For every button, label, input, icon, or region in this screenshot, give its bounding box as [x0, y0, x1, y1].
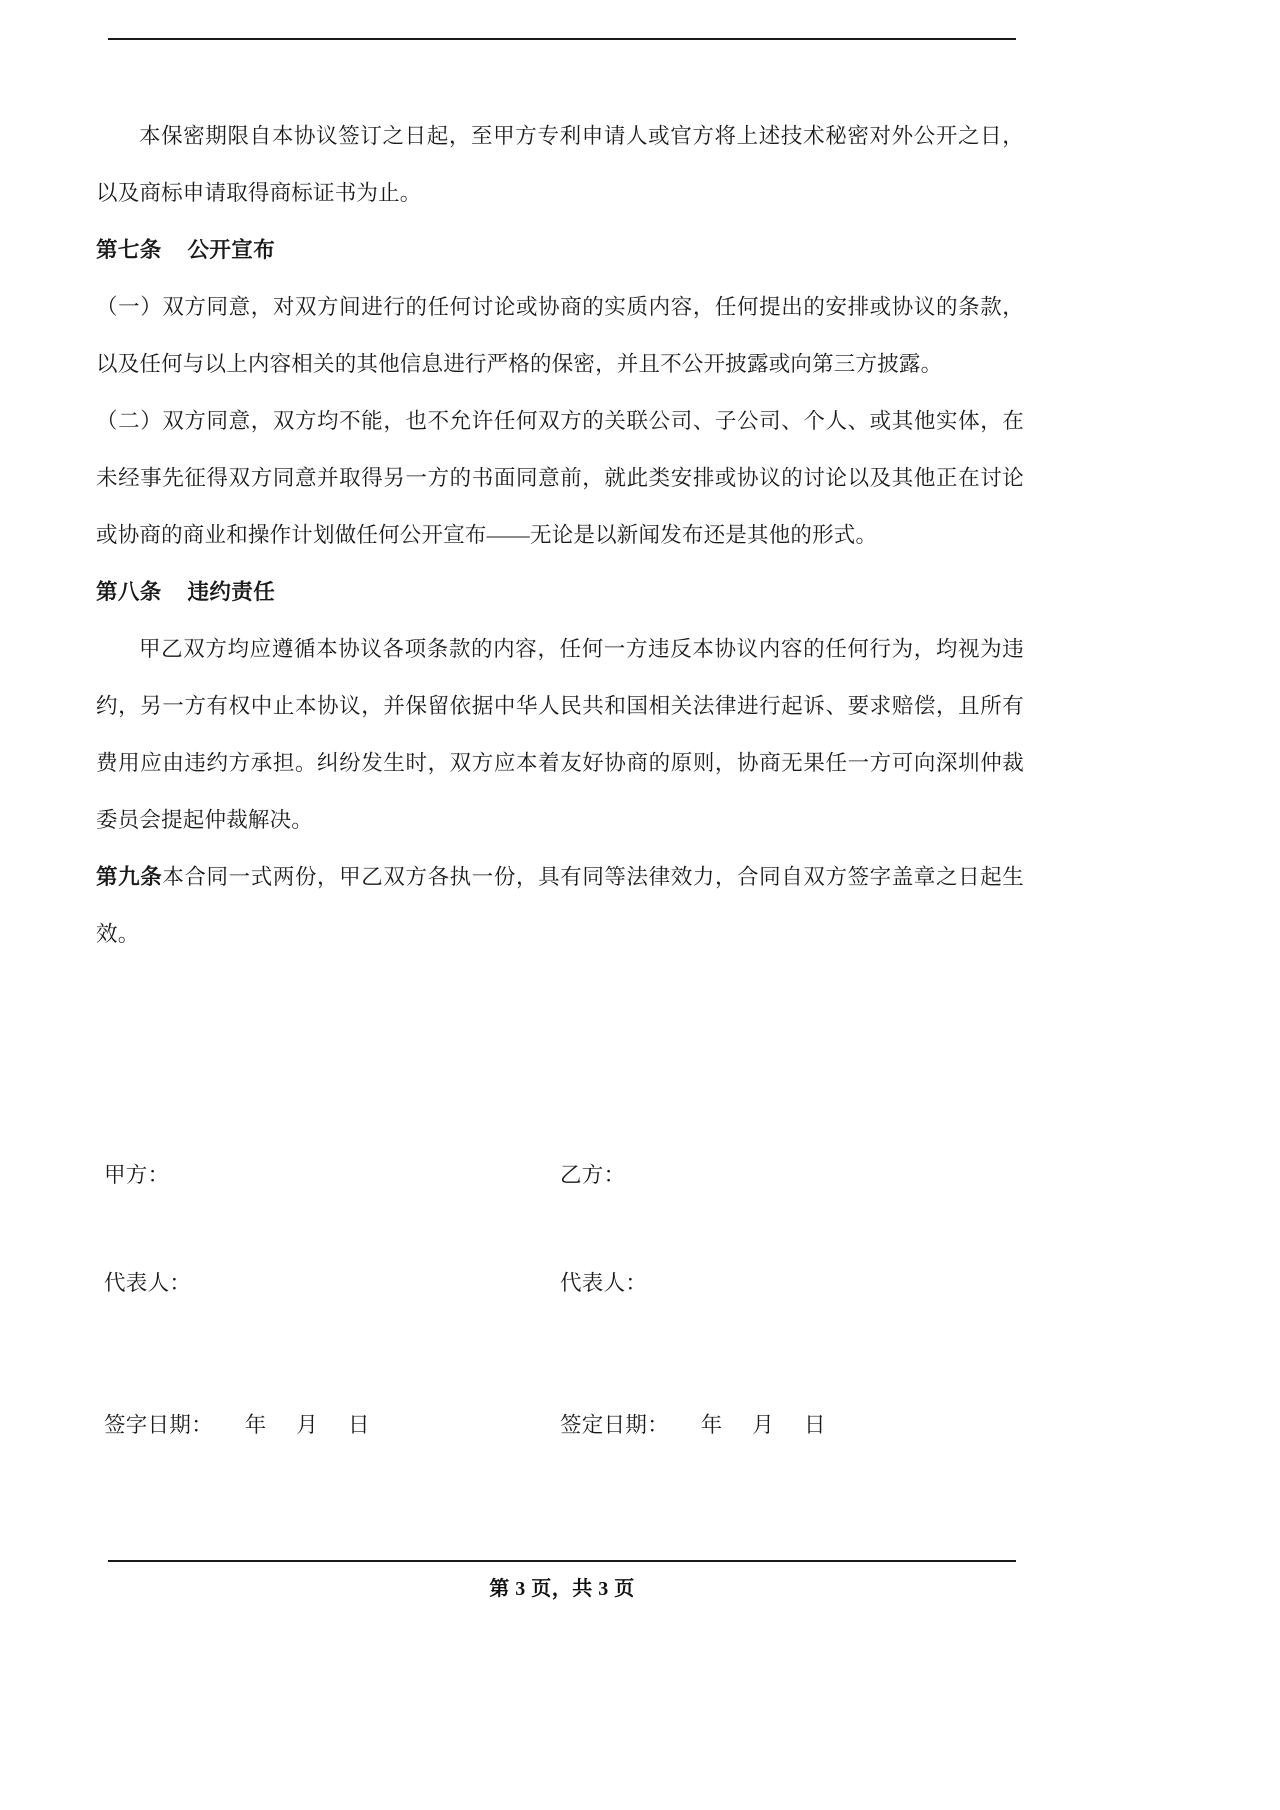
article-9-paragraph — [96, 849, 1024, 963]
signature-parties-row — [96, 1155, 1024, 1195]
date-a-month-unit: 月 — [296, 1413, 319, 1437]
date-b-day-unit: 日 — [803, 1413, 826, 1437]
article-8-title: 违约责任 — [187, 580, 276, 604]
article-7-title: 公开宣布 — [187, 238, 276, 262]
representative-b-label-wrapper — [560, 1263, 1024, 1303]
footer-rule — [108, 1560, 1016, 1562]
date-a-line — [96, 1405, 560, 1445]
date-b-line — [560, 1405, 1024, 1445]
article-7-item-2: （二）双方同意，双方均不能，也不允许任何双方的关联公司、子公司、个人、或其他实体，在未经事先征得双方同意并取得另一方的书面同意前，就此类安排或协议的讨论以及其他正在讨论或协商的商业和操作计划做任何公开宣布——无论是以新闻发布还是其他的形式。 — [96, 409, 1024, 547]
date-b-year-unit: 年 — [700, 1413, 723, 1437]
representative-b-label: 代表人： — [560, 1271, 648, 1295]
article-9-number: 第九条 — [96, 865, 163, 889]
page-number-footer: 第 3 页，共 3 页 — [489, 1578, 635, 1600]
article-9-text: 本合同一式两份，甲乙双方各执一份，具有同等法律效力，合同自双方签字盖章之日起生效。 — [96, 865, 1024, 946]
date-a-label: 签字日期： — [104, 1413, 214, 1437]
paragraph-secrecy-period: 本保密期限自本协议签订之日起，至甲方专利申请人或官方将上述技术秘密对外公开之日，以及商标申请取得商标证书为止。 — [96, 124, 1024, 205]
article-7-number: 第七条 — [96, 238, 162, 262]
representative-a-label: 代表人： — [104, 1271, 192, 1295]
date-a-day-unit: 日 — [347, 1413, 370, 1437]
article-7-heading — [96, 222, 1024, 279]
document-body — [96, 108, 1024, 963]
date-b-month-unit: 月 — [752, 1413, 775, 1437]
article-8-text: 甲乙双方均应遵循本协议各项条款的内容，任何一方违反本协议内容的任何行为，均视为违约，另一方有权中止本协议，并保留依据中华人民共和国相关法律进行起诉、要求赔偿，且所有费用应由违约方承担。纠纷发生时，双方应本着友好协商的原则，协商无果任一方可向深圳仲裁委员会提起仲裁解决。 — [96, 637, 1024, 832]
date-a-year-unit: 年 — [244, 1413, 267, 1437]
date-b-label: 签定日期： — [560, 1413, 670, 1437]
party-b-label: 乙方： — [560, 1163, 626, 1187]
party-a-label: 甲方： — [104, 1163, 170, 1187]
article-8-number: 第八条 — [96, 580, 162, 604]
header-rule — [108, 38, 1016, 40]
signature-representatives-row — [96, 1263, 1024, 1303]
party-b-label-wrapper — [560, 1155, 1024, 1195]
article-8-heading — [96, 564, 1024, 621]
signature-dates-row — [96, 1405, 1024, 1445]
article-7-item-1: （一）双方同意，对双方间进行的任何讨论或协商的实质内容，任何提出的安排或协议的条款，以及任何与以上内容相关的其他信息进行严格的保密，并且不公开披露或向第三方披露。 — [96, 295, 1024, 376]
